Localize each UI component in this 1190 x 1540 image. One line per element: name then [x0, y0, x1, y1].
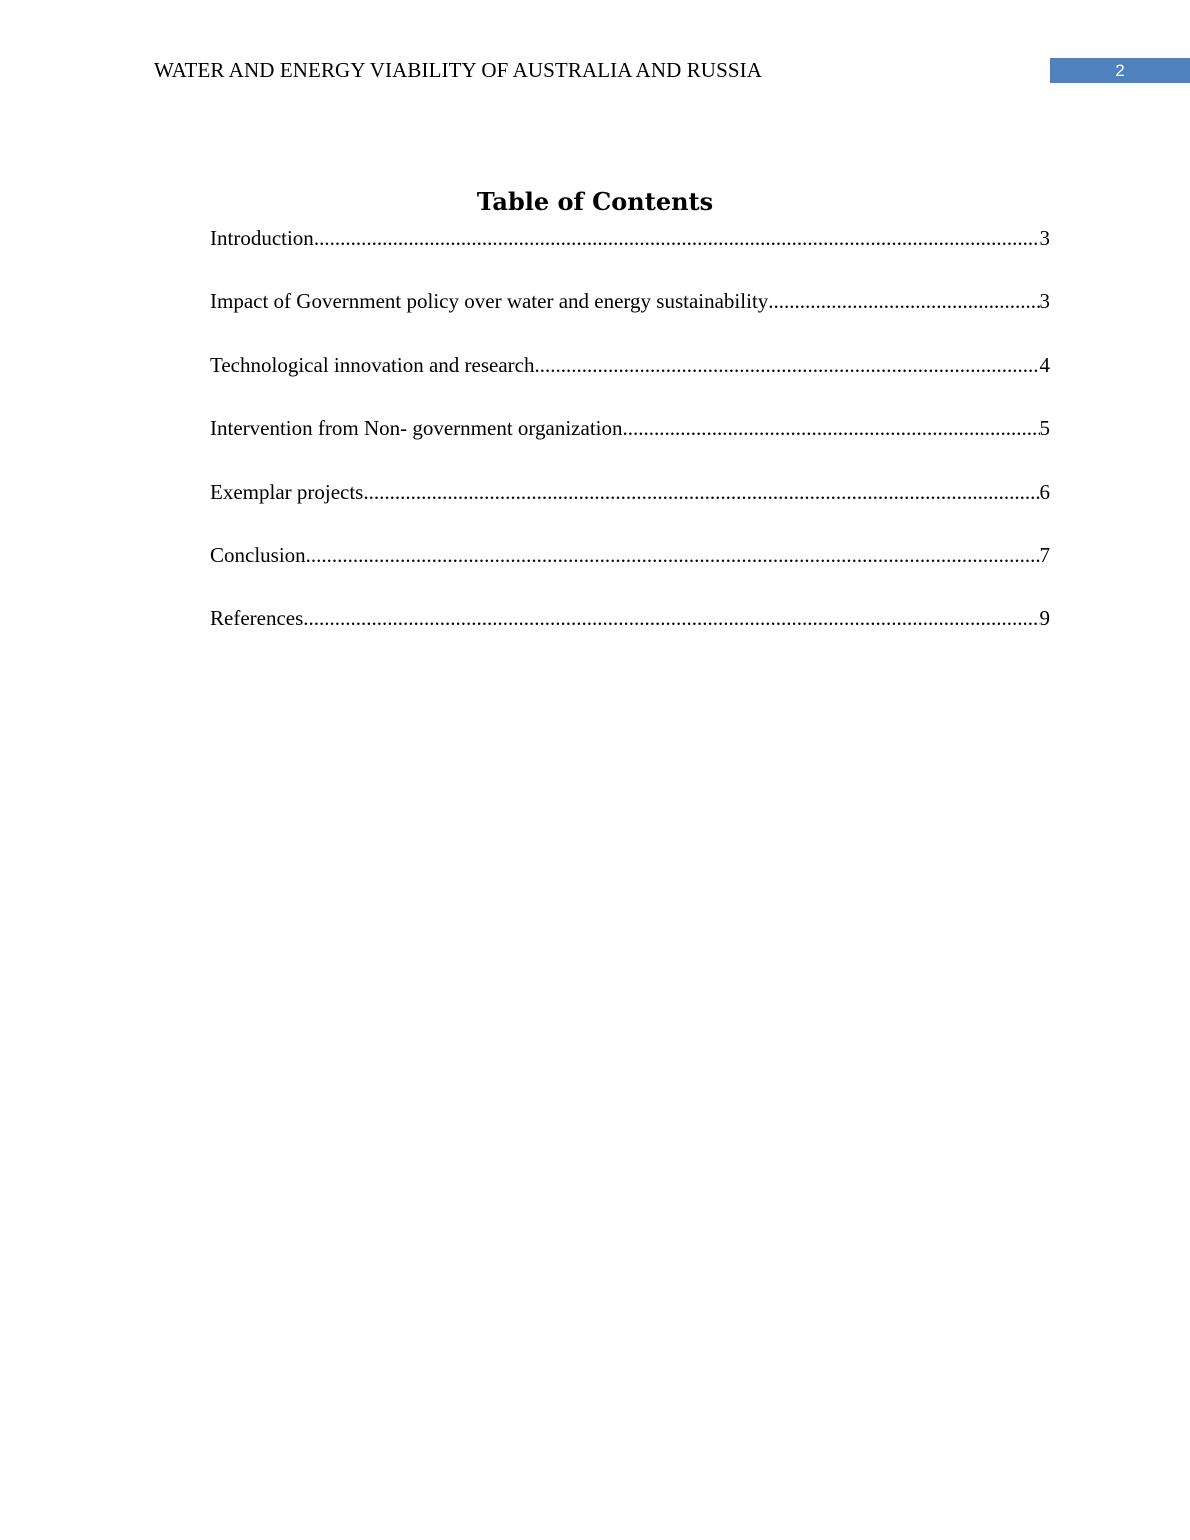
- toc-entry-label: Conclusion: [210, 542, 306, 567]
- toc-dot-leader: [303, 604, 1039, 632]
- toc-entry-ngo-intervention[interactable]: [210, 414, 1050, 477]
- toc-entry-introduction[interactable]: [210, 224, 1050, 287]
- toc-entry-conclusion[interactable]: [210, 541, 1050, 604]
- toc-entry-page: 4: [1039, 352, 1050, 377]
- toc-entry-page: 6: [1039, 479, 1050, 504]
- toc-entry-label: Intervention from Non- government organization: [210, 416, 623, 441]
- toc-entry-page: 3: [1039, 226, 1050, 250]
- table-of-contents: [210, 224, 1050, 668]
- toc-entry-label: Introduction: [210, 226, 314, 250]
- toc-dot-leader: [306, 541, 1040, 569]
- toc-entry-label: Technological innovation and research: [210, 352, 535, 377]
- toc-entry-references[interactable]: [210, 604, 1050, 667]
- page-number-badge: 2: [1050, 58, 1190, 83]
- toc-entry-exemplar-projects[interactable]: [210, 478, 1050, 541]
- toc-entry-label: References: [210, 606, 304, 631]
- toc-entry-government-policy[interactable]: [210, 287, 1050, 350]
- toc-dot-leader: [768, 287, 1039, 315]
- toc-dot-leader: [623, 414, 1040, 442]
- toc-dot-leader: [535, 351, 1040, 379]
- toc-entry-page: 7: [1039, 542, 1050, 567]
- running-header-title: WATER AND ENERGY VIABILITY OF AUSTRALIA AND RUSSIA: [154, 58, 762, 82]
- toc-entry-page: 9: [1039, 606, 1050, 631]
- toc-entry-page: 5: [1039, 416, 1050, 441]
- toc-dot-leader: [314, 224, 1040, 252]
- toc-entry-label: Exemplar projects: [210, 479, 364, 504]
- toc-entry-label: Impact of Government policy over water and energy sustainability: [210, 289, 769, 314]
- toc-entry-page: 3: [1039, 289, 1050, 314]
- toc-dot-leader: [363, 478, 1039, 506]
- toc-entry-technological-innovation[interactable]: [210, 351, 1050, 414]
- toc-heading: Table of Contents: [476, 187, 714, 216]
